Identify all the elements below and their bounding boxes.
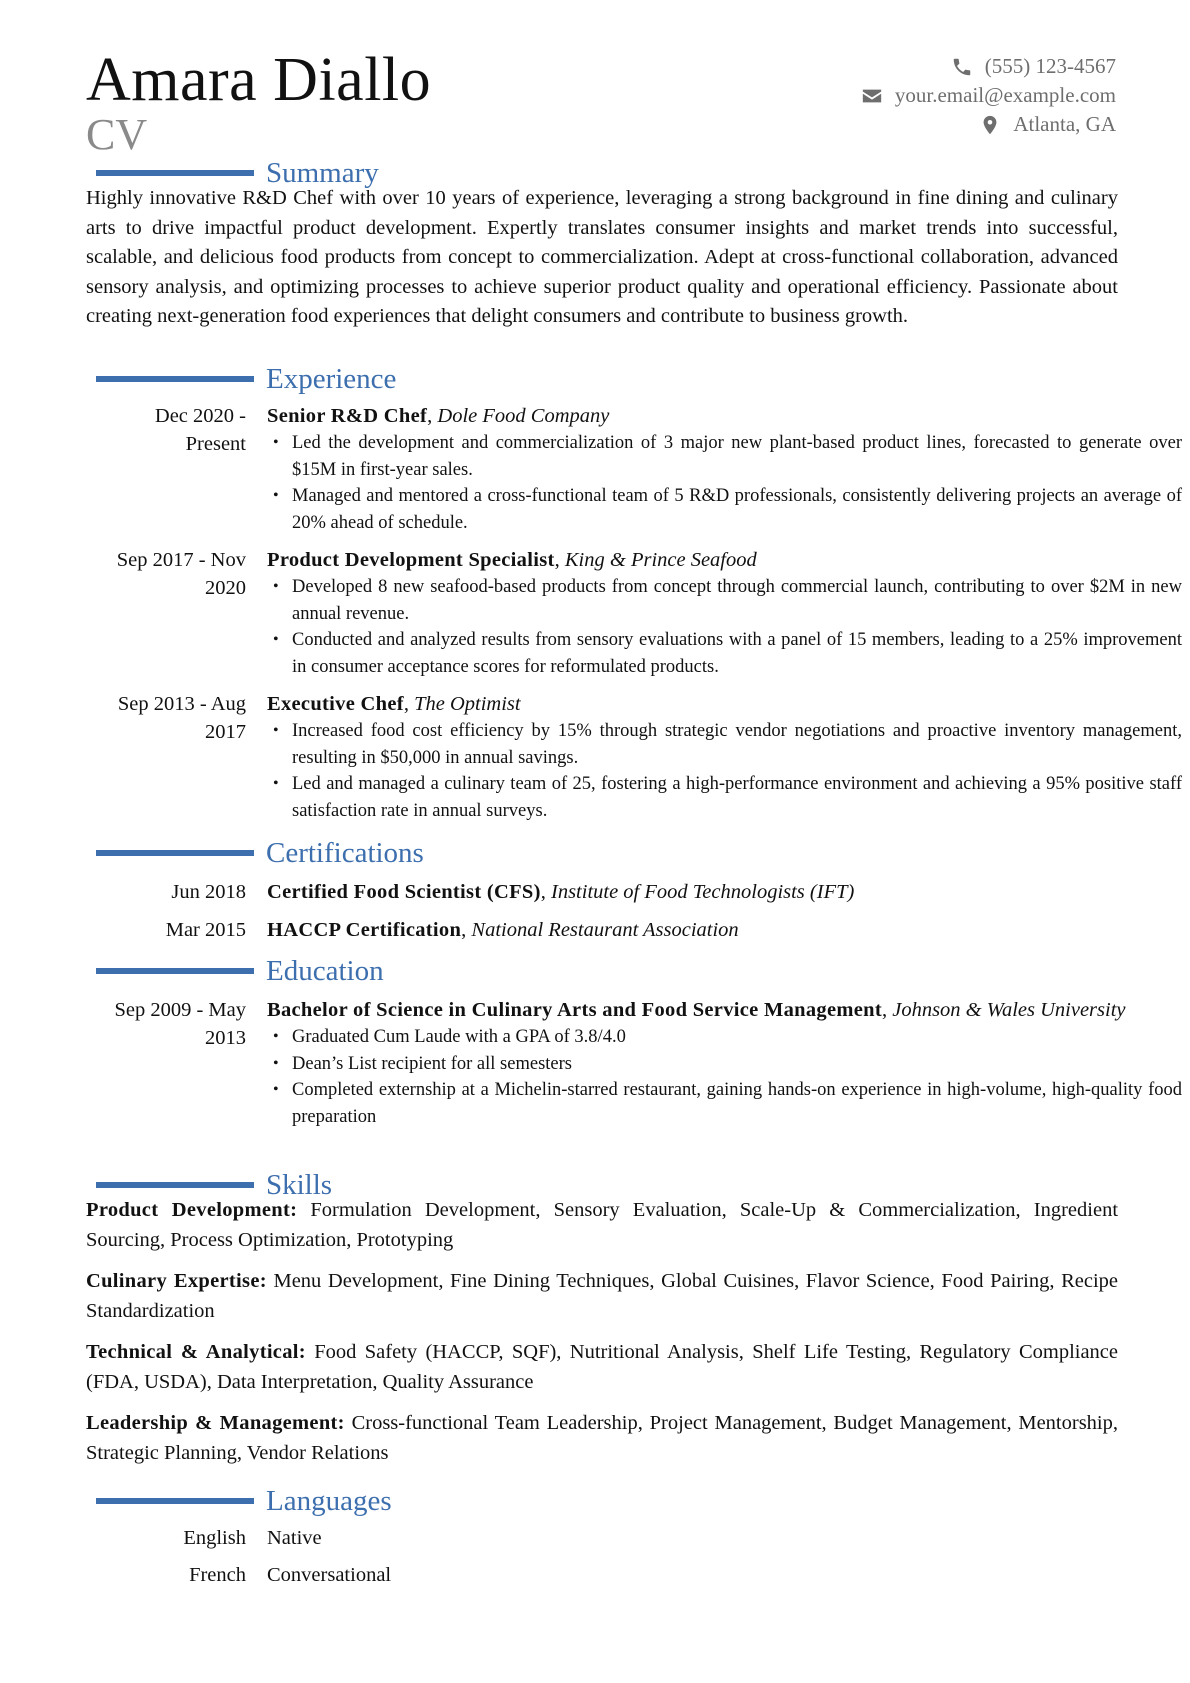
skill-items: Food Safety (HACCP, SQF), Nutritional Analysis, Shelf Life Testing, Regulatory Compliance (FDA, USDA), Data Interpretation, Quality Assurance bbox=[86, 1341, 1119, 1393]
entry-bullets bbox=[267, 718, 1182, 824]
skill-items: Cross-functional Team Leadership, Project Management, Budget Management, Mentorship, Strategic Planning, Vendor Relations bbox=[86, 1412, 1119, 1464]
skill-category: Product Development: bbox=[86, 1199, 298, 1221]
section-divider bbox=[96, 968, 254, 974]
envelope-icon bbox=[861, 85, 883, 107]
skill-group bbox=[86, 1196, 1118, 1255]
summary-text: Highly innovative R&D Chef with over 10 years of experience, leveraging a strong background in fine dining and culinary arts to drive impactful product development. Expertly translates consumer insights and market trends into successful, scalable, and delicious food products from concept to commercialization. Adept at cross-functional collaboration, advanced sensory analysis, and optimizing processes to achieve superior product quality and operational efficiency. Passionate about creating next-generation food experiences that delight consumers and contribute to business growth. bbox=[86, 187, 1118, 327]
contact-block bbox=[861, 52, 1116, 139]
degree-title: Bachelor of Science in Culinary Arts and Food Service Management bbox=[267, 999, 882, 1021]
skill-group bbox=[86, 1267, 1118, 1326]
skill-group bbox=[86, 1409, 1118, 1468]
email-link[interactable]: your.email@example.com bbox=[894, 83, 1116, 107]
section-heading: Languages bbox=[266, 1485, 392, 1517]
skill-group bbox=[86, 1338, 1118, 1397]
certification-title: Certified Food Scientist (CFS) bbox=[267, 881, 541, 903]
list-item: • Led the development and commercialization of 3 major new plant-based product lines, forecasted to generate over $15M in first-year sales. bbox=[267, 430, 1182, 483]
language-level: Native bbox=[267, 1527, 322, 1549]
entry-heading: Senior R&D Chef, Dole Food Company bbox=[267, 405, 610, 427]
employer: The Optimist bbox=[414, 693, 521, 715]
section-heading: Summary bbox=[266, 157, 379, 189]
list-item: • Completed externship at a Michelin-starred restaurant, gaining hands-on experience in high-volume, high-quality food preparation bbox=[267, 1077, 1182, 1130]
skill-items: Menu Development, Fine Dining Techniques, Global Cuisines, Flavor Science, Food Pairing, Recipe Standardization bbox=[86, 1270, 1119, 1322]
language-name: English bbox=[183, 1527, 246, 1549]
institution: Johnson & Wales University bbox=[892, 999, 1126, 1021]
phone-icon bbox=[951, 56, 973, 78]
entry-date: Sep 2009 - May 2013 bbox=[114, 999, 246, 1049]
skill-items: Formulation Development, Sensory Evaluation, Scale-Up & Commercialization, Ingredient Sourcing, Process Optimization, Prototyping bbox=[86, 1199, 1119, 1251]
section-certifications bbox=[96, 836, 696, 872]
language-name: French bbox=[189, 1564, 246, 1586]
issuer: Institute of Food Technologists (IFT) bbox=[551, 881, 855, 903]
entry-heading: Executive Chef, The Optimist bbox=[267, 693, 521, 715]
section-experience bbox=[96, 362, 696, 398]
list-item: • Graduated Cum Laude with a GPA of 3.8/4.0 bbox=[267, 1024, 1182, 1051]
section-heading: Education bbox=[266, 955, 384, 987]
job-title: Executive Chef bbox=[267, 693, 404, 715]
section-divider bbox=[96, 850, 254, 856]
section-heading: Experience bbox=[266, 363, 397, 395]
skill-category: Leadership & Management: bbox=[86, 1412, 345, 1434]
section-languages bbox=[96, 1484, 696, 1520]
entry-date: Dec 2020 - Present bbox=[154, 405, 246, 455]
skill-category: Culinary Expertise: bbox=[86, 1270, 267, 1292]
certification-title: HACCP Certification bbox=[267, 919, 462, 941]
list-item: • Dean’s List recipient for all semesters bbox=[267, 1051, 1182, 1078]
document-subtitle: CV bbox=[86, 110, 148, 159]
location-text: Atlanta, GA bbox=[1013, 112, 1116, 136]
entry-heading: Certified Food Scientist (CFS), Institute of Food Technologists (IFT) bbox=[267, 881, 855, 903]
map-pin-icon bbox=[979, 114, 1001, 136]
candidate-name: Amara Diallo bbox=[86, 46, 432, 114]
skill-category: Technical & Analytical: bbox=[86, 1341, 306, 1363]
entry-heading: Bachelor of Science in Culinary Arts and Food Service Management, Johnson & Wales University bbox=[267, 999, 1126, 1021]
phone-text[interactable]: (555) 123-4567 bbox=[984, 54, 1116, 78]
section-divider bbox=[96, 170, 254, 176]
issuer: National Restaurant Association bbox=[471, 919, 739, 941]
section-heading: Skills bbox=[266, 1169, 333, 1201]
section-education bbox=[96, 954, 696, 990]
list-item: • Increased food cost efficiency by 15% through strategic vendor negotiations and proactive inventory management, resulting in $50,000 in annual savings. bbox=[267, 718, 1182, 771]
entry-date: Mar 2015 bbox=[165, 919, 246, 941]
section-divider bbox=[96, 376, 254, 382]
entry-date: Sep 2017 - Nov 2020 bbox=[116, 549, 246, 599]
list-item: • Managed and mentored a cross-functional team of 5 R&D professionals, consistently delivering projects an average of 20% ahead of schedule. bbox=[267, 483, 1182, 536]
employer: Dole Food Company bbox=[437, 405, 610, 427]
list-item: • Conducted and analyzed results from sensory evaluations with a panel of 15 members, leading to a 25% improvement in consumer acceptance scores for reformulated products. bbox=[267, 627, 1182, 680]
entry-heading: Product Development Specialist, King & Prince Seafood bbox=[267, 549, 757, 571]
list-item: • Led and managed a culinary team of 25, fostering a high-performance environment and achieving a 95% positive staff satisfaction rate in annual surveys. bbox=[267, 771, 1182, 824]
job-title: Senior R&D Chef bbox=[267, 405, 428, 427]
entry-date: Jun 2018 bbox=[171, 881, 246, 903]
job-title: Product Development Specialist bbox=[267, 549, 555, 571]
entry-bullets bbox=[267, 574, 1182, 680]
section-divider bbox=[96, 1182, 254, 1188]
language-level: Conversational bbox=[267, 1564, 392, 1586]
section-divider bbox=[96, 1498, 254, 1504]
entry-heading: HACCP Certification, National Restaurant Association bbox=[267, 919, 739, 941]
contact-location bbox=[861, 110, 1116, 139]
section-heading: Certifications bbox=[266, 837, 424, 869]
employer: King & Prince Seafood bbox=[564, 549, 757, 571]
entry-date: Sep 2013 - Aug 2017 bbox=[117, 693, 246, 743]
contact-email bbox=[861, 81, 1116, 110]
contact-phone bbox=[861, 52, 1116, 81]
list-item: • Developed 8 new seafood-based products from concept through commercial launch, contributing to over $2M in new annual revenue. bbox=[267, 574, 1182, 627]
entry-bullets bbox=[267, 430, 1182, 536]
entry-bullets bbox=[267, 1024, 1182, 1130]
